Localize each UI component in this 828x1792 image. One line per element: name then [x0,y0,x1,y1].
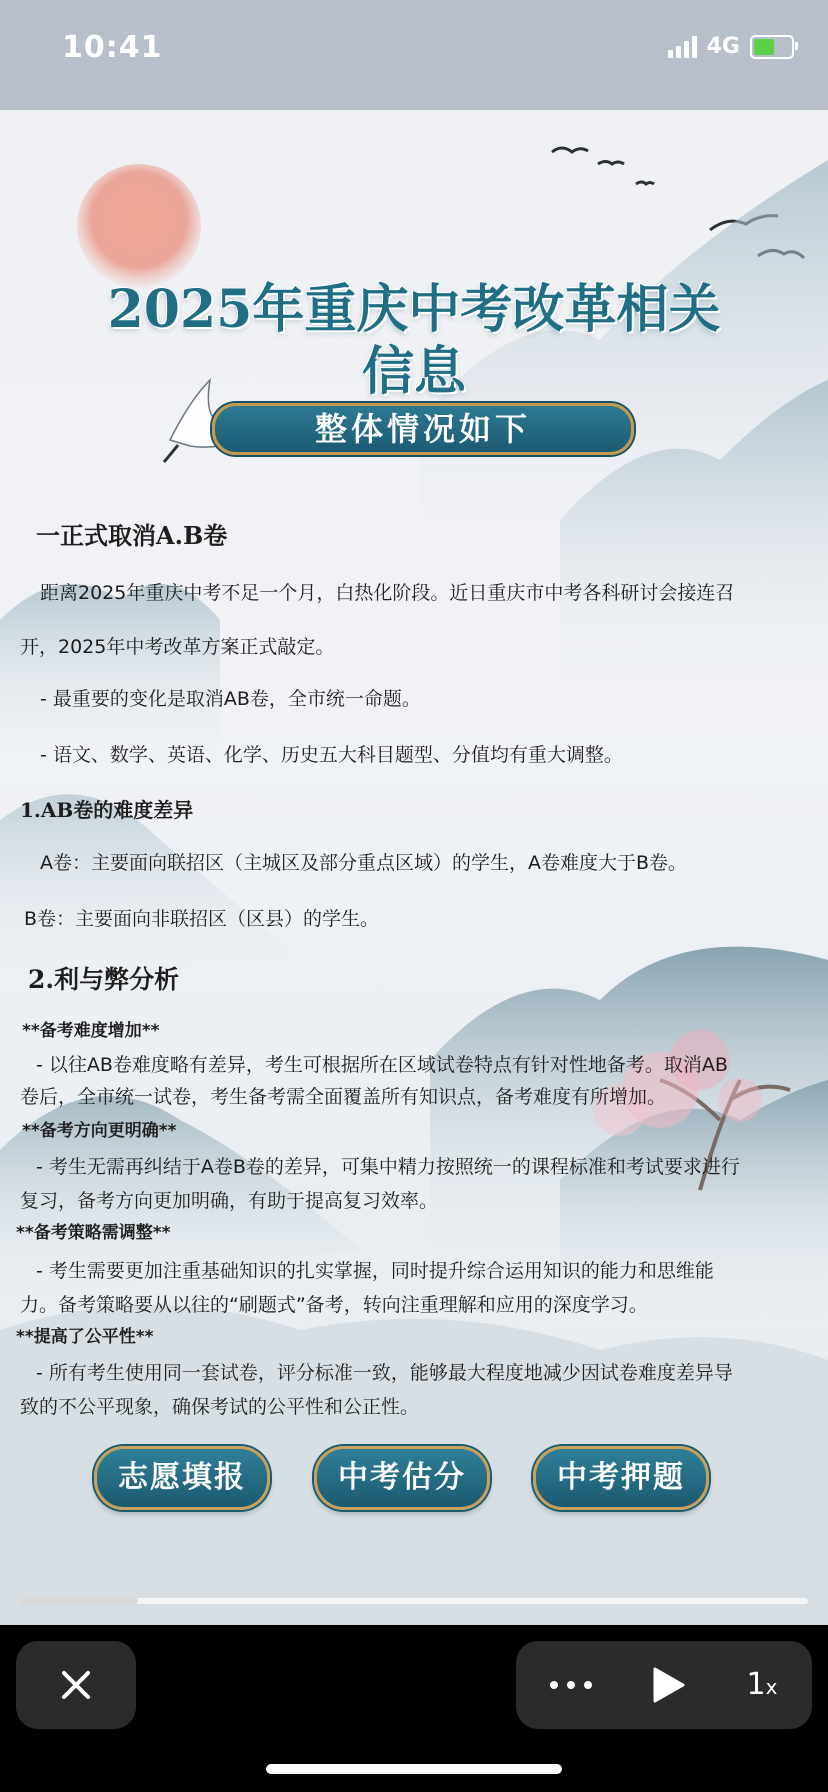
more-icon [549,1680,593,1690]
exam-predict-button[interactable]: 中考押题 [533,1446,709,1510]
bullet-1: - 最重要的变化是取消AB卷，全市统一命题。 [40,688,421,710]
poster-title-line1: 2025年重庆中考改革相关 [107,279,721,340]
mountain-shape [0,584,220,760]
player-controls [0,1625,828,1792]
point-line: 卷后，全市统一试卷，考生备考需全面覆盖所有知识点，备考难度有所增加。 [20,1086,667,1108]
point-line: 力。备考策略要从以往的“刷题式”备考，转向注重理解和应用的深度学习。 [20,1294,648,1316]
close-icon [59,1668,93,1702]
more-button[interactable] [536,1641,606,1729]
point-line: - 以往AB卷难度略有差异，考生可根据所在区域试卷特点有针对性地备考。取消AB [36,1054,728,1076]
speed-value: 1 [746,1667,766,1702]
point-line: - 考生需要更加注重基础知识的扎实掌握，同时提升综合运用知识的能力和思维能 [36,1260,714,1282]
network-label: 4G [706,34,740,59]
section1-heading: 一正式取消A.B卷 [36,521,228,550]
signal-icon [668,36,697,58]
score-estimate-button[interactable]: 中考估分 [314,1446,490,1510]
intro-line2: 开，2025年中考改革方案正式敲定。 [20,636,335,658]
playback-speed-button[interactable] [722,1641,802,1729]
control-pill [516,1641,812,1729]
close-button[interactable] [16,1641,136,1729]
sun-shape [77,164,201,288]
point-line: 复习，备考方向更加明确，有助于提高复习效率。 [20,1190,439,1212]
poster-title-line2: 信息 [361,341,466,402]
intro-line1: 距离2025年重庆中考不足一个月，白热化阶段。近日重庆市中考各科研讨会接连召 [40,582,735,604]
section-banner: 整体情况如下 [212,403,634,455]
point-heading: **提高了公平性** [16,1327,154,1347]
play-icon [652,1666,686,1704]
bullet-2: - 语文、数学、英语、化学、历史五大科目题型、分值均有重大调整。 [40,744,623,766]
sub1-heading: 1.AB卷的难度差异 [20,798,194,822]
zhiyuan-button[interactable]: 志愿填报 [94,1446,270,1510]
home-indicator[interactable] [266,1764,562,1774]
battery-level [754,39,774,55]
a-paper-text: A卷：主要面向联招区（主城区及部分重点区域）的学生，A卷难度大于B卷。 [40,852,688,874]
progress-fill [20,1598,138,1604]
point-line: 致的不公平现象，确保考试的公平性和公正性。 [20,1396,420,1418]
point-heading: **备考策略需调整** [16,1223,171,1243]
point-heading: **备考难度增加** [22,1021,160,1041]
speed-suffix: x [765,1675,778,1699]
sub2-heading: 2.利与弊分析 [28,965,180,994]
progress-track[interactable] [20,1598,808,1604]
battery-icon [750,35,794,59]
status-icons [668,34,794,59]
point-line: - 所有考生使用同一套试卷，评分标准一致，能够最大程度地减少因试卷难度差异导 [36,1362,733,1384]
b-paper-text: B卷：主要面向非联招区（区县）的学生。 [24,908,380,930]
status-time: 10:41 [62,30,163,65]
point-line: - 考生无需再纠结于A卷B卷的差异，可集中精力按照统一的课程标准和考试要求进行 [36,1156,740,1178]
point-heading: **备考方向更明确** [22,1121,177,1141]
play-button[interactable] [634,1641,704,1729]
